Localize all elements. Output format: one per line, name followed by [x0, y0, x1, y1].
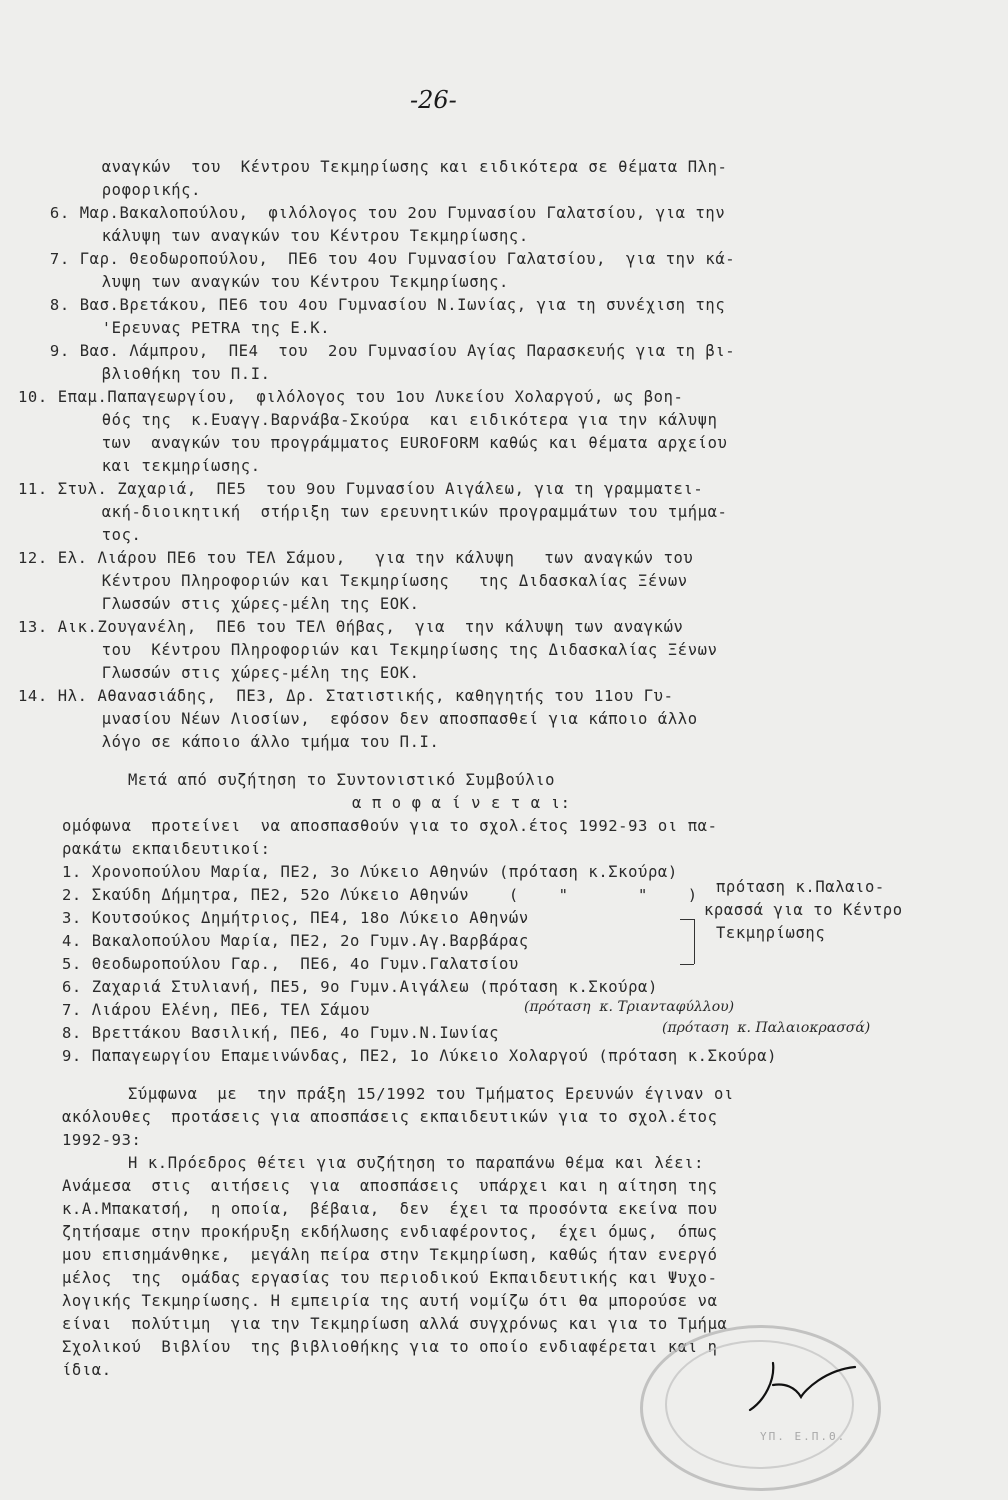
text-line-l39: 9. Παπαγεωργίου Επαμεινώνδας, ΠΕ2, 1ο Λύκειο Χολαργού (πρόταση κ.Σκούρα): [62, 1047, 778, 1065]
text-line-l32: 2. Σκαύδη Δήμητρα, ΠΕ2, 52ο Λύκειο Αθηνών ( " " ): [62, 886, 698, 904]
text-line-l13: των αναγκών του προγράμματος EUROFORM καθώς και θέματα αρχείου: [62, 434, 728, 452]
text-line-l25: μνασίου Νέων Λιοσίων, εφόσον δεν αποσπασθεί για κάποιο άλλο: [62, 710, 698, 728]
bracket-note-line-1: πρόταση κ.Παλαιο-: [716, 878, 885, 896]
bracket-vertical: [694, 919, 695, 964]
text-line-l16: ακή-διοικητική στήριξη των ερευνητικών προγραμμάτων του τμήμα-: [62, 503, 728, 521]
text-line-l50: είναι πολύτιμη για την Τεκμηρίωση αλλά συγχρόνως και για το Τμήμα: [62, 1315, 728, 1333]
text-line-l46: ζητήσαμε στην προκήρυξη εκδήλωσης ενδιαφέροντος, έχει όμως, όπως: [62, 1223, 718, 1241]
handwritten-note-item-8: (πρόταση κ. Παλαιοκρασσά): [662, 1020, 871, 1036]
bracket-note-line-2: κρασσά για το Κέντρο: [704, 901, 903, 919]
text-line-l31: 1. Χρονοπούλου Μαρία, ΠΕ2, 3ο Λύκειο Αθηνών (πρόταση κ.Σκούρα): [62, 863, 678, 881]
text-line-l15: 11. Στυλ. Ζαχαριά, ΠΕ5 του 9ου Γυμνασίου Αιγάλεω, για τη γραμματει-: [18, 480, 704, 498]
text-line-l45: κ.Α.Μπακατσή, η οποία, βέβαια, δεν έχει τα προσόντα εκείνα που: [62, 1200, 718, 1218]
text-line-l7: 8. Βασ.Βρετάκου, ΠΕ6 του 4ου Γυμνασίου Ν.Ιωνίας, για τη συνέχιση της: [40, 296, 726, 314]
text-line-l19: Κέντρου Πληροφοριών και Τεκμηρίωσης της Διδασκαλίας Ξένων: [62, 572, 688, 590]
text-line-l38: 8. Βρεττάκου Βασιλική, ΠΕ6, 4ο Γυμν.Ν.Ιωνίας: [62, 1024, 499, 1042]
text-line-l44: Ανάμεσα στις αιτήσεις για αποσπάσεις υπάρχει και η αίτηση της: [62, 1177, 718, 1195]
text-line-l26: λόγο σε κάποιο άλλο τμήμα του Π.Ι.: [62, 733, 440, 751]
text-line-l47: μου επισημάνθηκε, μεγάλη πείρα στην Τεκμηρίωση, καθώς ήταν ενεργό: [62, 1246, 718, 1264]
text-line-l52: ίδια.: [62, 1361, 112, 1379]
text-line-l34: 4. Βακαλοπούλου Μαρία, ΠΕ2, 2ο Γυμν.Αγ.Βαρβάρας: [62, 932, 529, 950]
text-line-l17: τος.: [62, 526, 142, 544]
text-line-l5: 7. Γαρ. Θεοδωροπούλου, ΠΕ6 του 4ου Γυμνασίου Γαλατσίου, για την κά-: [40, 250, 736, 268]
text-line-l18: 12. Ελ. Λιάρου ΠΕ6 του ΤΕΛ Σάμου, για την κάλυψη των αναγκών του: [18, 549, 694, 567]
bracket-bottom: [680, 964, 694, 965]
text-line-l23: Γλωσσών στις χώρες-μέλη της ΕΟΚ.: [62, 664, 420, 682]
official-stamp-text: ΥΠ. Ε.Π.Θ.: [760, 1430, 847, 1443]
text-line-l43: Η κ.Πρόεδρος θέτει για συζήτηση το παραπάνω θέμα και λέει:: [128, 1154, 705, 1172]
text-line-l40: Σύμφωνα με την πράξη 15/1992 του Τμήματος Ερευνών έγιναν οι: [128, 1085, 734, 1103]
text-line-l4: κάλυψη των αναγκών του Κέντρου Τεκμηρίωσης.: [62, 227, 529, 245]
bracket-note-line-3: Τεκμηρίωσης: [716, 924, 826, 942]
text-line-l42: 1992-93:: [62, 1131, 142, 1149]
text-line-l30: ρακάτω εκπαιδευτικοί:: [62, 840, 271, 858]
signature-icon: [745, 1355, 865, 1425]
text-line-l14: και τεκμηρίωσης.: [62, 457, 261, 475]
text-line-l51: Σχολικού Βιβλίου της βιβλιοθήκης για το οποίο ενδιαφέρεται και η: [62, 1338, 718, 1356]
text-line-l3: 6. Μαρ.Βακαλοπούλου, φιλόλογος του 2ου Γυμνασίου Γαλατσίου, για την: [40, 204, 726, 222]
text-line-l20: Γλωσσών στις χώρες-μέλη της ΕΟΚ.: [62, 595, 420, 613]
text-line-l22: του Κέντρου Πληροφοριών και Τεκμηρίωσης της Διδασκαλίας Ξένων: [62, 641, 718, 659]
text-line-l9: 9. Βασ. Λάμπρου, ΠΕ4 του 2ου Γυμνασίου Αγίας Παρασκευής για τη βι-: [40, 342, 736, 360]
text-line-l10: βλιοθήκη του Π.Ι.: [62, 365, 271, 383]
text-line-l1: αναγκών του Κέντρου Τεκμηρίωσης και ειδικότερα σε θέματα Πλη-: [62, 158, 728, 176]
handwritten-note-item-7: (πρόταση κ. Τριανταφύλλου): [524, 999, 735, 1015]
text-line-l2: ροφορικής.: [62, 181, 202, 199]
text-line-l21: 13. Αικ.Ζουγανέλη, ΠΕ6 του ΤΕΛ Θήβας, για την κάλυψη των αναγκών: [18, 618, 684, 636]
bracket-top: [680, 919, 694, 920]
text-line-l11: 10. Επαμ.Παπαγεωργίου, φιλόλογος του 1ου Λυκείου Χολαργού, ως βοη-: [18, 388, 684, 406]
text-line-l37: 7. Λιάρου Ελένη, ΠΕ6, ΤΕΛ Σάμου: [62, 1001, 370, 1019]
text-line-l48: μέλος της ομάδας εργασίας του περιοδικού Εκπαιδευτικής και Ψυχο-: [62, 1269, 718, 1287]
text-line-l8: 'Ερευνας PETRA της Ε.Κ.: [62, 319, 331, 337]
text-line-l12: θός της κ.Ευαγγ.Βαρνάβα-Σκούρα και ειδικότερα για την κάλυψη: [62, 411, 718, 429]
text-line-l36: 6. Ζαχαριά Στυλιανή, ΠΕ5, 9ο Γυμν.Αιγάλεω (πρόταση κ.Σκούρα): [62, 978, 658, 996]
text-line-l27: Μετά από συζήτηση το Συντονιστικό Συμβούλιο: [128, 771, 556, 789]
page-number: -26-: [410, 86, 457, 114]
text-line-l6: λυψη των αναγκών του Κέντρου Τεκμηρίωσης.: [62, 273, 509, 291]
text-line-l41: ακόλουθες προτάσεις για αποσπάσεις εκπαιδευτικών για το σχολ.έτος: [62, 1108, 718, 1126]
text-line-l35: 5. Θεοδωροπούλου Γαρ., ΠΕ6, 4ο Γυμν.Γαλατσίου: [62, 955, 519, 973]
text-line-l49: λογικής Τεκμηρίωσης. Η εμπειρία της αυτή νομίζω ότι θα μπορούσε να: [62, 1292, 718, 1310]
text-line-l29: ομόφωνα προτείνει να αποσπασθούν για το σχολ.έτος 1992-93 οι πα-: [62, 817, 718, 835]
text-line-l24: 14. Ηλ. Αθανασιάδης, ΠΕ3, Δρ. Στατιστικής, καθηγητής του 11ου Γυ-: [18, 687, 674, 705]
text-line-l28: α π ο φ α ί ν ε τ α ι:: [352, 794, 571, 812]
text-line-l33: 3. Κουτσούκος Δημήτριος, ΠΕ4, 18ο Λύκειο Αθηνών: [62, 909, 529, 927]
